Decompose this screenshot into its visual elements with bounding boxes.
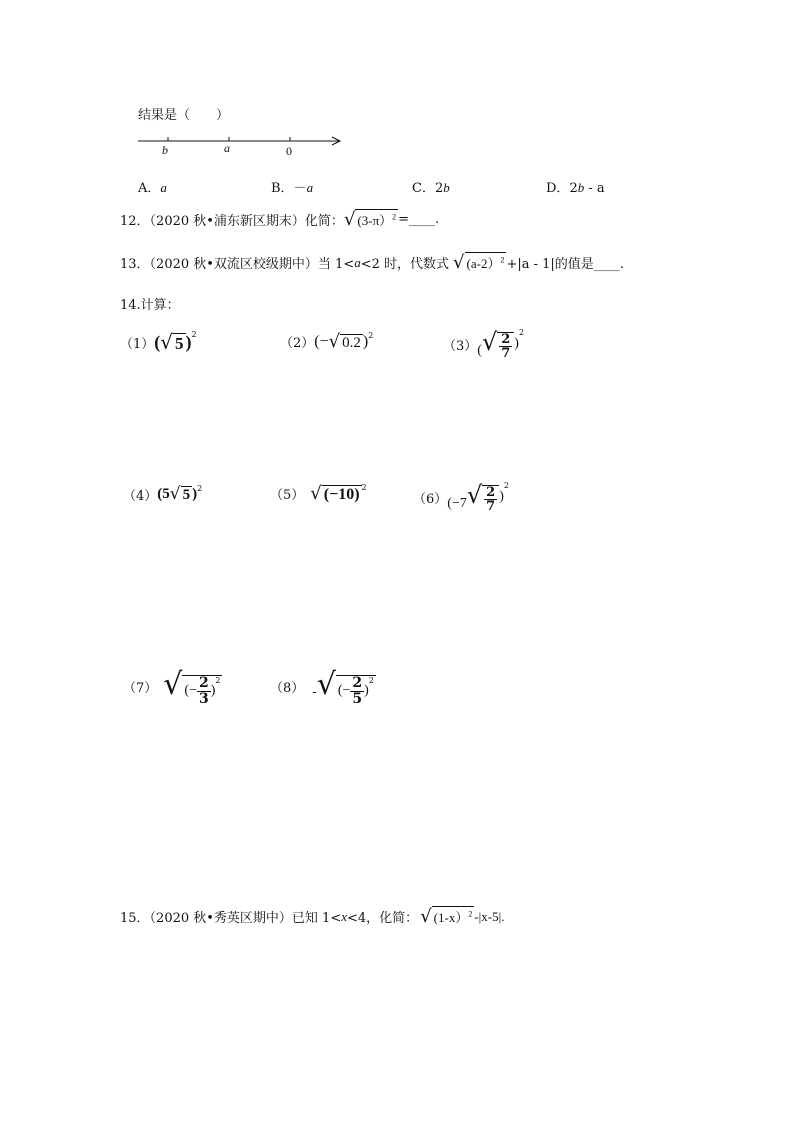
number-line-label-0: 0 bbox=[286, 144, 292, 158]
number-line-label-a: a bbox=[224, 141, 230, 155]
q14-item-2: （2） (− √ 0.2 ) $^2$ bbox=[280, 331, 374, 352]
question-15: 15．（2020 秋•秀英区期中）已知 1< x <4，化简： √ (1-x）$^2$ -|x-5|. bbox=[120, 906, 505, 927]
q14-item-4: （4） (5 √ 5 ) $^2$ bbox=[123, 484, 203, 504]
q14-item-3: （3） ( √ $\frac{2}{7}$ ) $^2$ bbox=[443, 328, 525, 361]
question-12: 12．（2020 秋•浦东新区期末）化简： √ (3-π）$^2$ =____. bbox=[120, 209, 440, 230]
q14-item-6: （6） (−7 √ $\frac{2}{7}$ ) $^2$ bbox=[413, 481, 509, 514]
option-d[interactable]: D．2b - a bbox=[546, 180, 605, 196]
question-14-title: 14.计算： bbox=[120, 298, 180, 313]
q11-stem: 结果是（ ） bbox=[138, 108, 230, 123]
option-a[interactable]: A．a bbox=[138, 180, 167, 196]
option-c[interactable]: C．2b bbox=[412, 180, 450, 196]
number-line-label-b: b bbox=[162, 143, 168, 157]
q15-radical: √ (1-x）$^2$ bbox=[420, 906, 473, 927]
option-b[interactable]: B．－a bbox=[271, 180, 314, 196]
q14-item-7: （7） √ (− $\frac{2}{3}$ ) $^2$ bbox=[123, 667, 221, 707]
q12-radical: √ (3-π）$^2$ bbox=[343, 209, 397, 230]
q14-item-1: （1） ( √ 5 ) $^2$ bbox=[120, 330, 197, 354]
q13-radical: √ (a-2）$^2$ bbox=[453, 252, 505, 273]
question-13: 13．（2020 秋•双流区校级期中）当 1< a <2 时，代数式 √ (a-2）$^2$ +|a - 1|的值是____. bbox=[120, 252, 624, 273]
q14-item-5: （5） √ (−10) $^2$ bbox=[270, 483, 367, 504]
q14-item-8: （8） - √ (− $\frac{2}{5}$ ) $^2$ bbox=[270, 667, 374, 707]
